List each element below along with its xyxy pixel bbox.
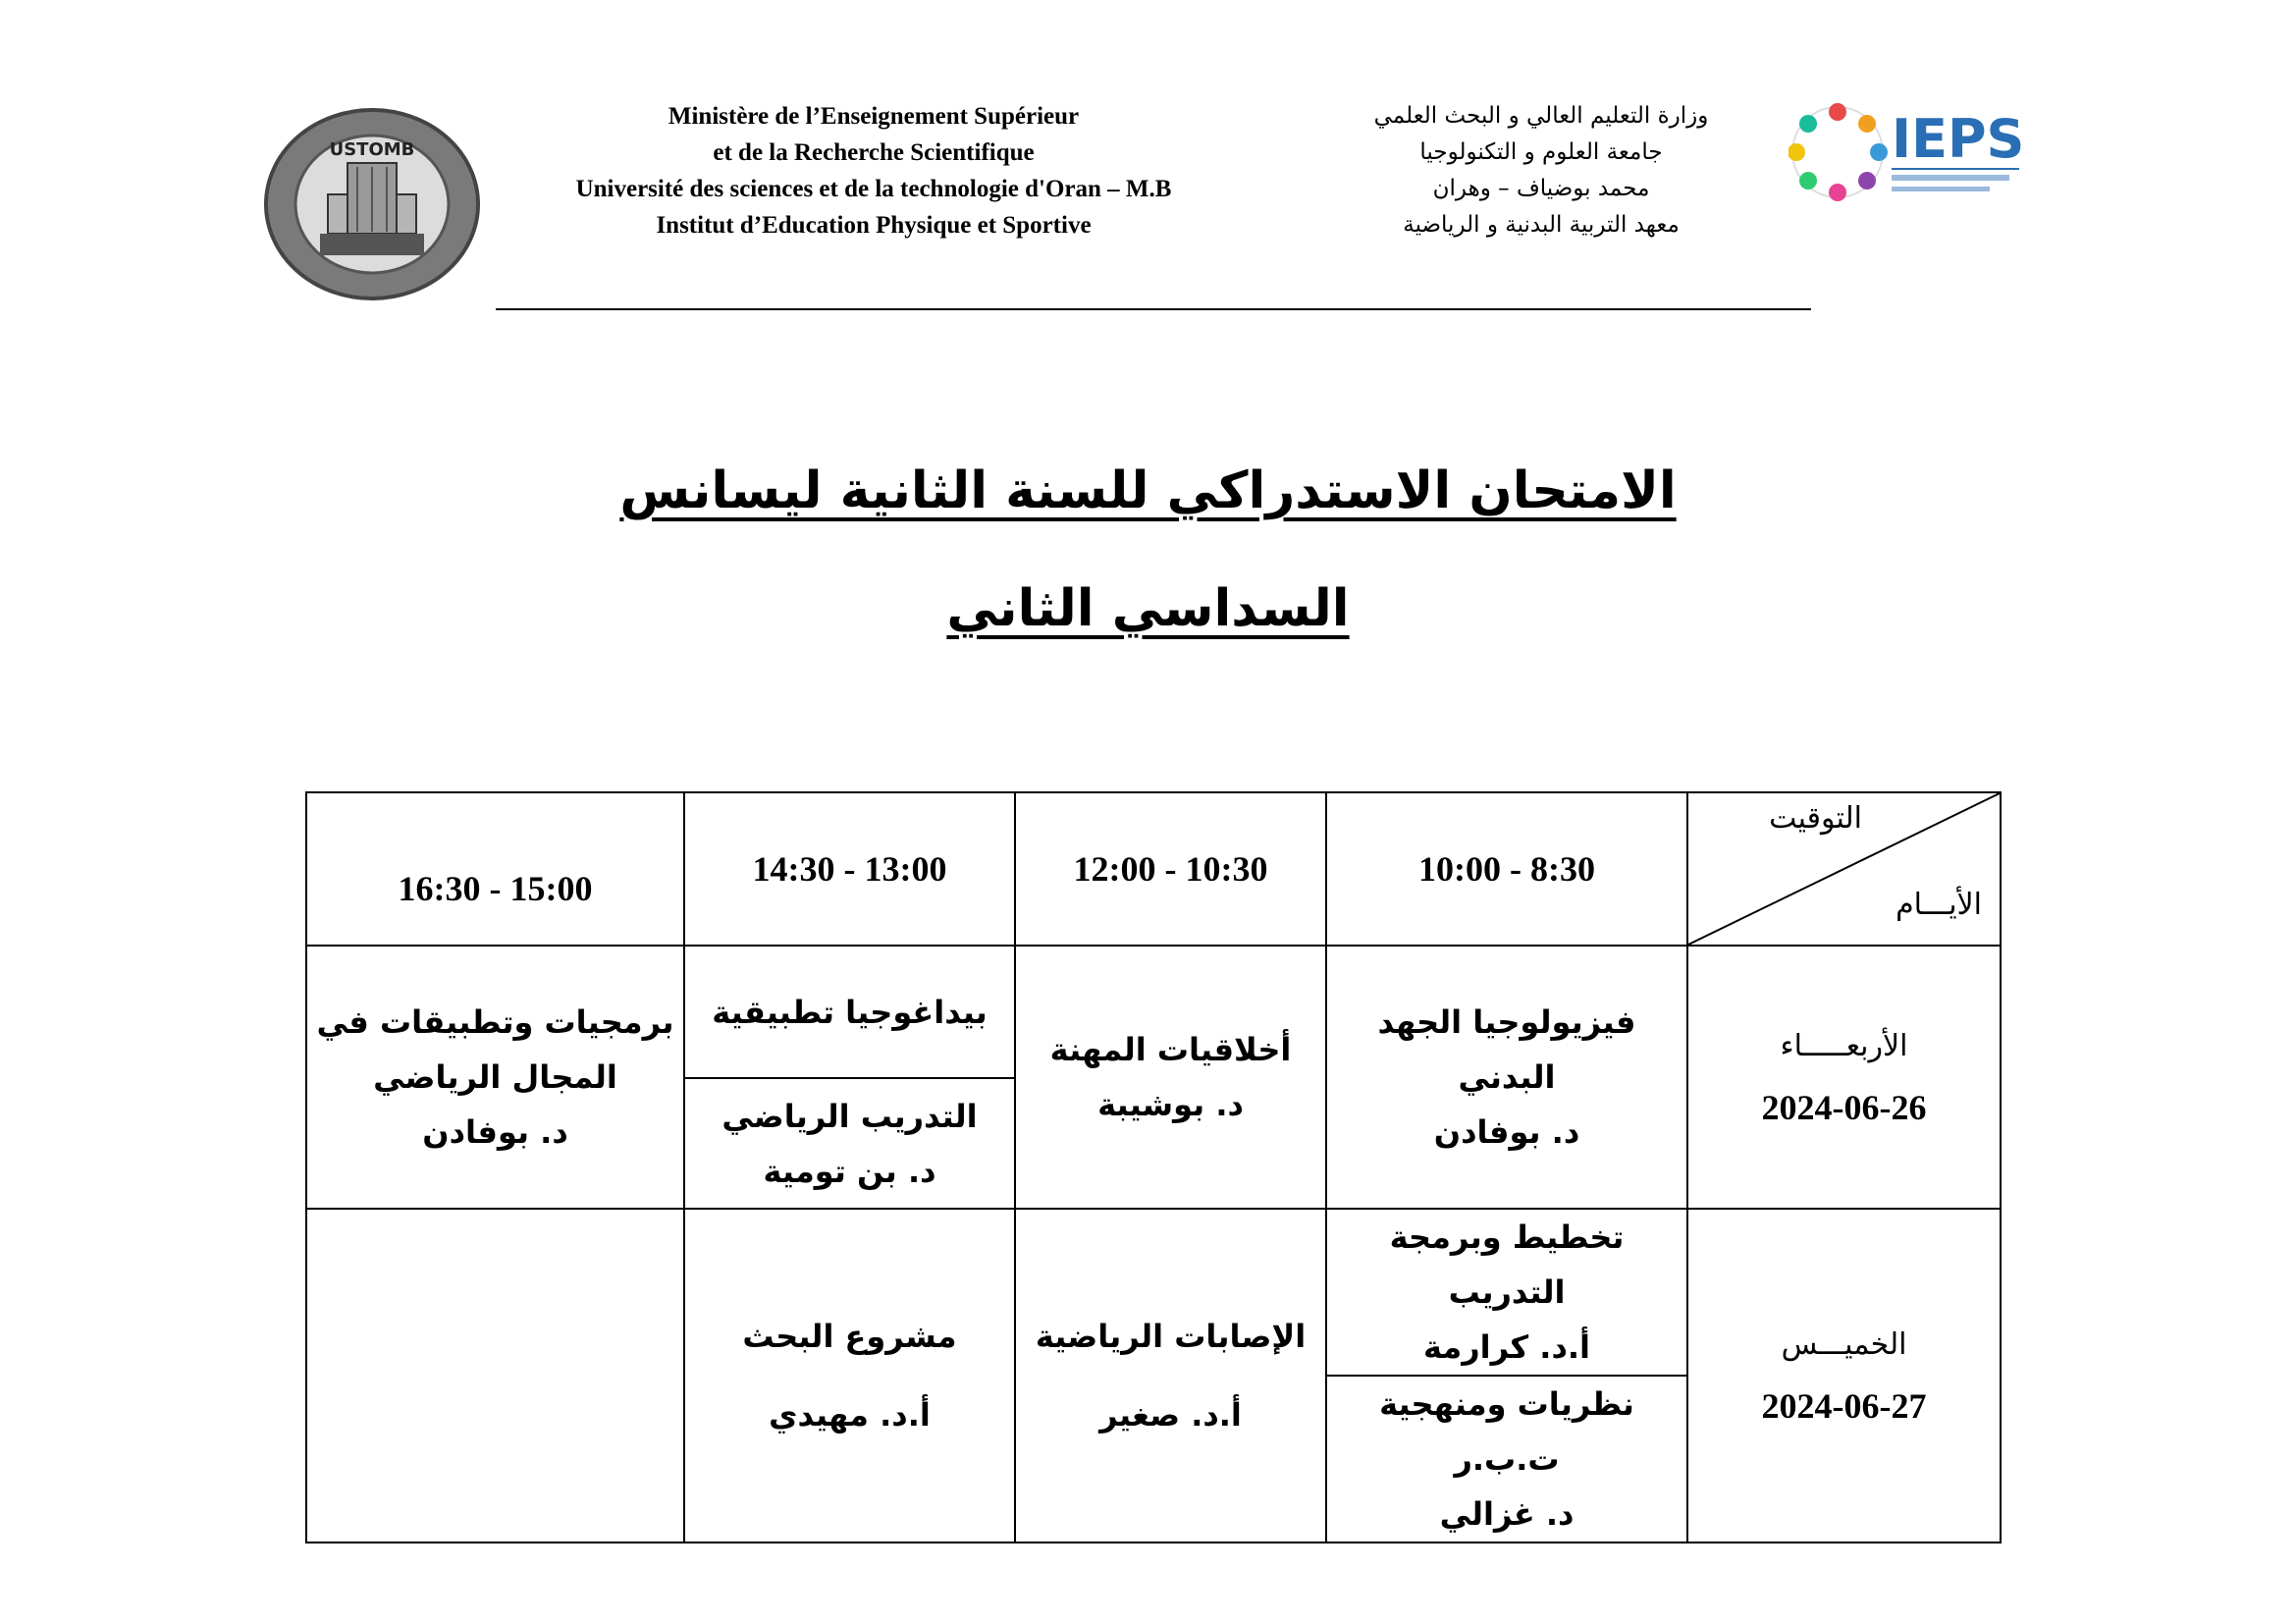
time-slot-3: 14:30 - 13:00 [684,792,1015,946]
cell-thu-slot1-b [1326,1376,1687,1543]
ieps-logo [1789,98,2024,211]
course-line: المجال الرياضي [373,1058,617,1096]
time-slot-2: 12:00 - 10:30 [1015,792,1326,946]
time-slot-4: 16:30 - 15:00 [306,792,684,946]
ar-line-university: جامعة العلوم و التكنولوجيا [1419,139,1663,165]
cell-wed-slot3-a [684,946,1015,1078]
cell-thu-slot3 [684,1209,1015,1543]
page-subtitle: السداسي الثاني [946,579,1350,638]
university-logo [263,106,481,302]
ar-line-city: محمد بوضياف – وهران [1432,176,1650,201]
table-row-thursday-a [306,1209,2001,1376]
cell-thu-slot1-a [1326,1209,1687,1376]
course-line: البدني [1458,1058,1556,1096]
instructor: د. بوفادن [422,1113,568,1151]
instructor: د. بن تومية [763,1152,936,1190]
page-title: الامتحان الاستدراكي للسنة الثانية ليسانس [619,461,1677,520]
day-date: 2024-06-26 [1761,1088,1927,1127]
instructor: د. غزالي [1439,1495,1575,1533]
fr-line-institute: Institut d’Education Physique et Sportive [656,212,1092,239]
table-row-wednesday-a [306,946,2001,1078]
cell-thu-slot2 [1015,1209,1326,1543]
fr-line-research: et de la Recherche Scientifique [713,139,1035,166]
header-french [510,98,1237,244]
exam-schedule-table [305,791,2000,1533]
course-line: مشروع البحث [742,1318,957,1355]
corner-days-label: الأيـــام [1896,888,1982,922]
course-line: التدريب الرياضي [721,1097,978,1135]
day-name: الأربعـــــاء [1780,1029,1908,1063]
table-header-row [306,792,2001,946]
day-date: 2024-06-27 [1761,1386,1927,1426]
ar-line-ministry: وزارة التعليم العالي و البحث العلمي [1373,103,1709,129]
cell-thu-slot4 [306,1209,684,1543]
fr-line-university: Université des sciences et de la technologie d'Oran – M.B [575,176,1172,202]
corner-time-label: التوقيت [1769,801,1862,836]
header-arabic [1286,98,1796,244]
instructor: د. بوشيبة [1097,1086,1244,1123]
day-cell-wednesday [1687,946,2001,1209]
ar-line-institute: معهد التربية البدنية و الرياضية [1403,212,1680,238]
course-line: أخلاقيات المهنة [1049,1031,1292,1068]
instructor: أ.د. صغير [1099,1396,1242,1434]
time-slot-1: 10:00 - 8:30 [1326,792,1687,946]
header-divider [496,308,1811,310]
course-line: برمجيات وتطبيقات في [316,1003,674,1041]
svg-text:USTOMB: USTOMB [329,139,415,160]
corner-cell [1687,792,2001,946]
course-line: نظريات ومنهجية ت.ب.ر [1379,1385,1634,1478]
fr-line-ministry: Ministère de l’Enseignement Supérieur [667,103,1080,130]
day-name: الخميـــس [1781,1327,1907,1362]
cell-wed-slot4 [306,946,684,1209]
instructor: د. بوفادن [1433,1113,1580,1151]
day-cell-thursday [1687,1209,2001,1543]
instructor: أ.د. مهيدي [769,1396,931,1434]
cell-wed-slot3-b [684,1078,1015,1209]
course-line: الإصابات الرياضية [1035,1318,1307,1355]
cell-wed-slot2 [1015,946,1326,1209]
svg-text:IEPS: IEPS [1892,108,2024,170]
cell-wed-slot1 [1326,946,1687,1209]
course-line: تخطيط وبرمجة التدريب [1389,1218,1625,1311]
course-line: بيداغوجيا تطبيقية [712,993,988,1031]
instructor: أ.د. كرارمة [1423,1328,1590,1366]
course-line: فيزيولوجيا الجهد [1377,1003,1636,1041]
